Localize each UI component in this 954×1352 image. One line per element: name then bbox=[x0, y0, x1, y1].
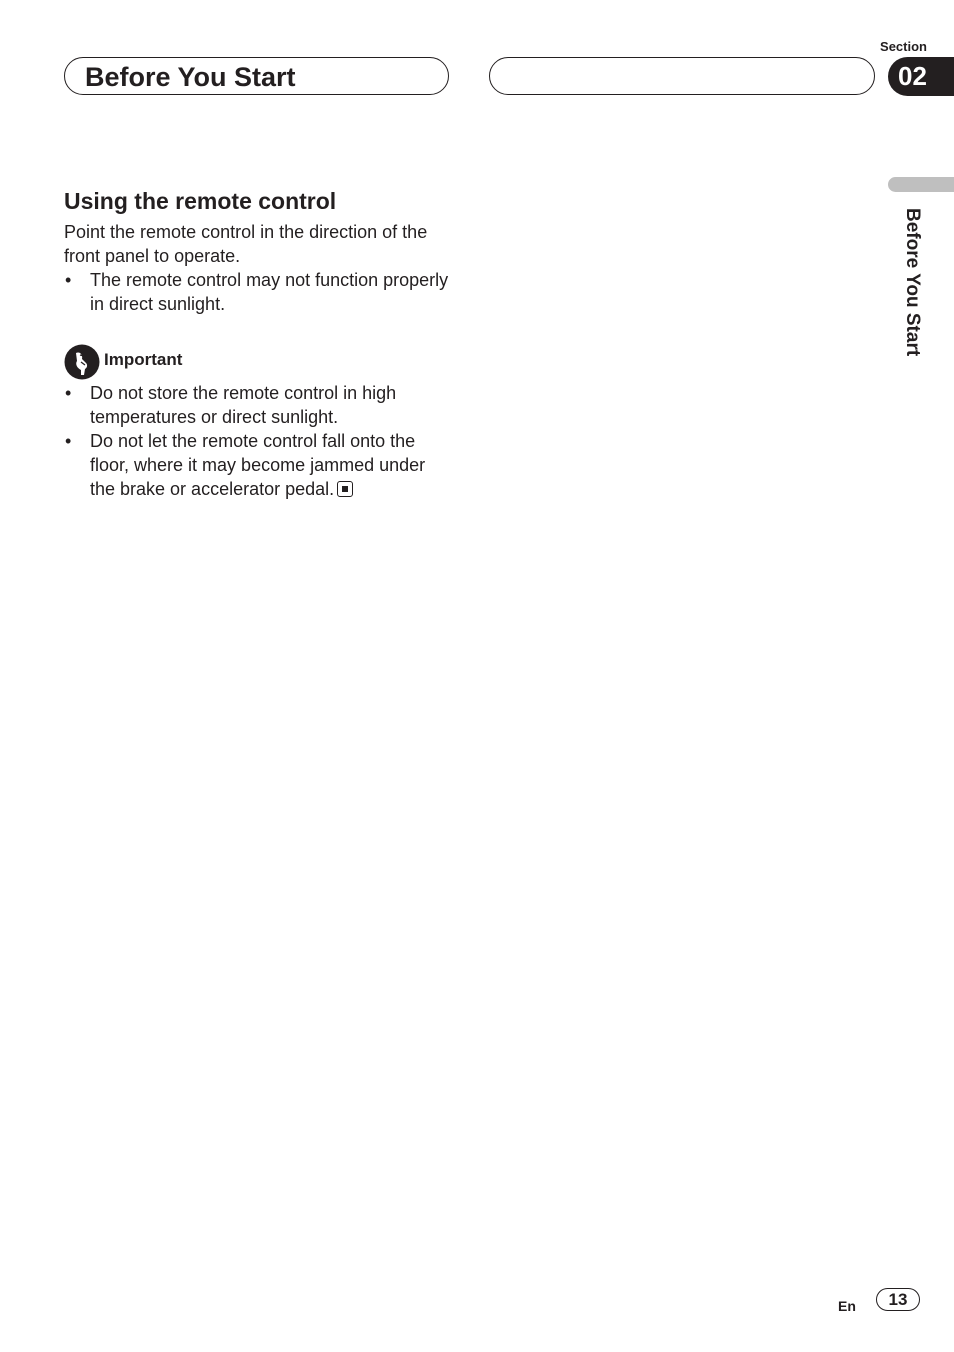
important-item-text: Do not store the remote control in high temperatures or direct sunlight. bbox=[90, 383, 397, 427]
bullet-icon: • bbox=[65, 431, 72, 451]
section-label: Section bbox=[880, 39, 927, 54]
bullet-icon: • bbox=[65, 270, 72, 290]
note-text: The remote control may not function properly in direct sunlight. bbox=[90, 270, 449, 314]
bullet-icon: • bbox=[65, 383, 72, 403]
important-hand-icon bbox=[64, 344, 100, 380]
list-item bbox=[64, 429, 454, 501]
side-tab-bar bbox=[888, 177, 954, 192]
important-item-text: Do not let the remote control fall onto the floor, where it may become jammed under the brake or accelerator pedal. bbox=[90, 431, 426, 499]
important-label: Important bbox=[104, 350, 183, 369]
section-heading: Using the remote control bbox=[64, 188, 337, 214]
end-of-section-icon bbox=[337, 481, 353, 497]
side-tab-label: Before You Start bbox=[902, 208, 923, 357]
list-item bbox=[64, 268, 454, 316]
page-number: 13 bbox=[876, 1288, 920, 1311]
important-list bbox=[64, 381, 454, 501]
section-number-tab bbox=[888, 57, 954, 96]
header-empty-box bbox=[489, 57, 875, 95]
intro-paragraph: Point the remote control in the direction of the front panel to operate. bbox=[64, 222, 428, 266]
notes-list bbox=[64, 268, 454, 316]
language-code: En bbox=[838, 1298, 856, 1314]
chapter-title-box bbox=[64, 57, 449, 95]
section-number: 02 bbox=[898, 61, 927, 91]
list-item bbox=[64, 381, 454, 429]
chapter-title: Before You Start bbox=[85, 62, 296, 92]
